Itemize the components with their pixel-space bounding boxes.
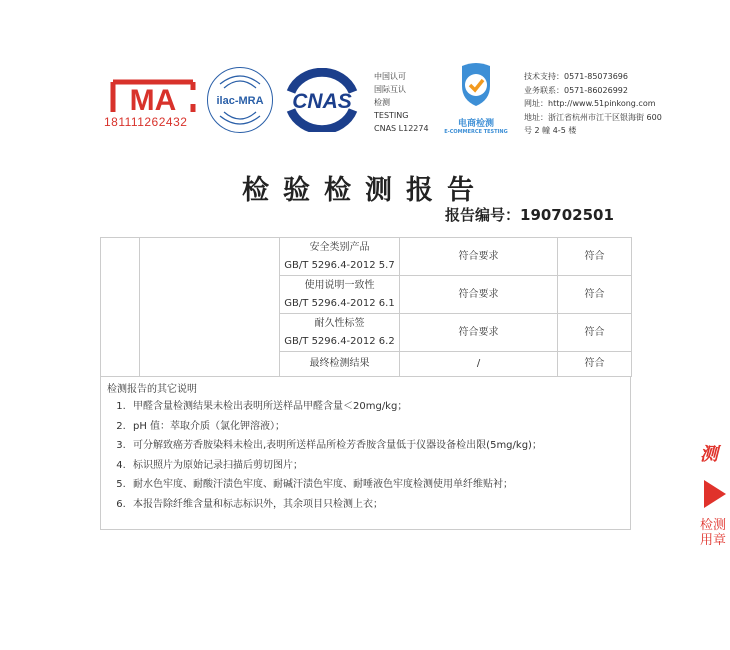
blank-cell xyxy=(140,238,280,377)
svg-text:CNAS: CNAS xyxy=(292,90,352,113)
note-item: 2. pH 值：萃取介质（氯化钾溶液）； xyxy=(129,417,630,437)
requirement-cell: 符合要求 xyxy=(400,314,558,352)
star-icon xyxy=(704,480,726,508)
svg-text:ilac-MRA: ilac-MRA xyxy=(216,95,264,107)
cma-number: 181111262432 xyxy=(104,115,188,129)
acc-line: 检测 xyxy=(374,98,390,107)
contact-info xyxy=(524,70,662,138)
accreditation-text xyxy=(374,70,429,135)
stamp-text: 用章 xyxy=(700,533,727,548)
acc-line: CNAS L12274 xyxy=(374,124,429,133)
blank-cell xyxy=(101,238,140,377)
cnas-logo xyxy=(283,68,361,132)
note-item: 4. 标识照片为原始记录扫描后剪切图片； xyxy=(129,456,630,476)
report-number: 报告编号：190702501 xyxy=(445,206,614,224)
contact-line: 网址：http://www.51pinkong.com xyxy=(524,99,656,108)
acc-line: 中国认可 xyxy=(374,72,406,81)
result-cell: 符合 xyxy=(558,352,632,377)
result-cell: 符合 xyxy=(558,276,632,314)
note-item: 6. 本报告除纤维含量和标志标识外，其余项目只检测上衣； xyxy=(129,495,630,515)
item-cell: 使用说明一致性 GB/T 5296.4-2012 6.1 xyxy=(280,276,400,314)
acc-line: TESTING xyxy=(374,111,409,120)
contact-line: 业务联系：0571-86026992 xyxy=(524,85,628,95)
ecom-cn: 电商检测 xyxy=(457,119,494,129)
shield-check-icon xyxy=(440,60,512,112)
result-cell: 符合 xyxy=(558,314,632,352)
ecom-en: E-COMMERCE TESTING xyxy=(444,129,508,135)
ecommerce-testing-logo xyxy=(440,60,512,135)
acc-line: 国际互认 xyxy=(374,85,406,94)
svg-text:MA: MA xyxy=(129,84,177,117)
ilac-mra-logo xyxy=(207,67,273,133)
notes-heading: 检测报告的其它说明 xyxy=(107,384,197,395)
contact-line: 号 2 幢 4-5 楼 xyxy=(524,126,577,135)
requirement-cell: 符合要求 xyxy=(400,276,558,314)
results-table xyxy=(100,237,632,377)
contact-line: 地址：浙江省杭州市江干区银海街 600 xyxy=(524,112,662,122)
report-title: 检验检测报告 xyxy=(242,175,488,206)
item-cell: 安全类别产品 GB/T 5296.4-2012 5.7 xyxy=(280,238,400,276)
notes-section xyxy=(100,376,631,530)
item-cell: 最终检测结果 xyxy=(280,352,400,377)
result-cell: 符合 xyxy=(558,238,632,276)
requirement-cell: 符合要求 xyxy=(400,238,558,276)
requirement-cell: / xyxy=(400,352,558,377)
note-item: 5. 耐水色牢度、耐酸汗渍色牢度、耐碱汗渍色牢度、耐唾液色牢度检测使用单纤维贴衬； xyxy=(129,475,630,495)
note-item: 3. 可分解致癌芳香胺染料未检出,表明所送样品所检芳香胺含量低于仪器设备检出限(5mg/kg)； xyxy=(129,436,630,456)
note-item: 1. 甲醛含量检测结果未检出表明所送样品甲醛含量＜20mg/kg； xyxy=(129,397,630,417)
table-row xyxy=(101,238,632,276)
official-stamp xyxy=(700,430,726,548)
stamp-text: 测 xyxy=(700,444,718,465)
contact-line: 技术支持：0571-85073696 xyxy=(524,72,628,81)
stamp-text: 检测 xyxy=(700,518,727,533)
item-cell: 耐久性标签 GB/T 5296.4-2012 6.2 xyxy=(280,314,400,352)
